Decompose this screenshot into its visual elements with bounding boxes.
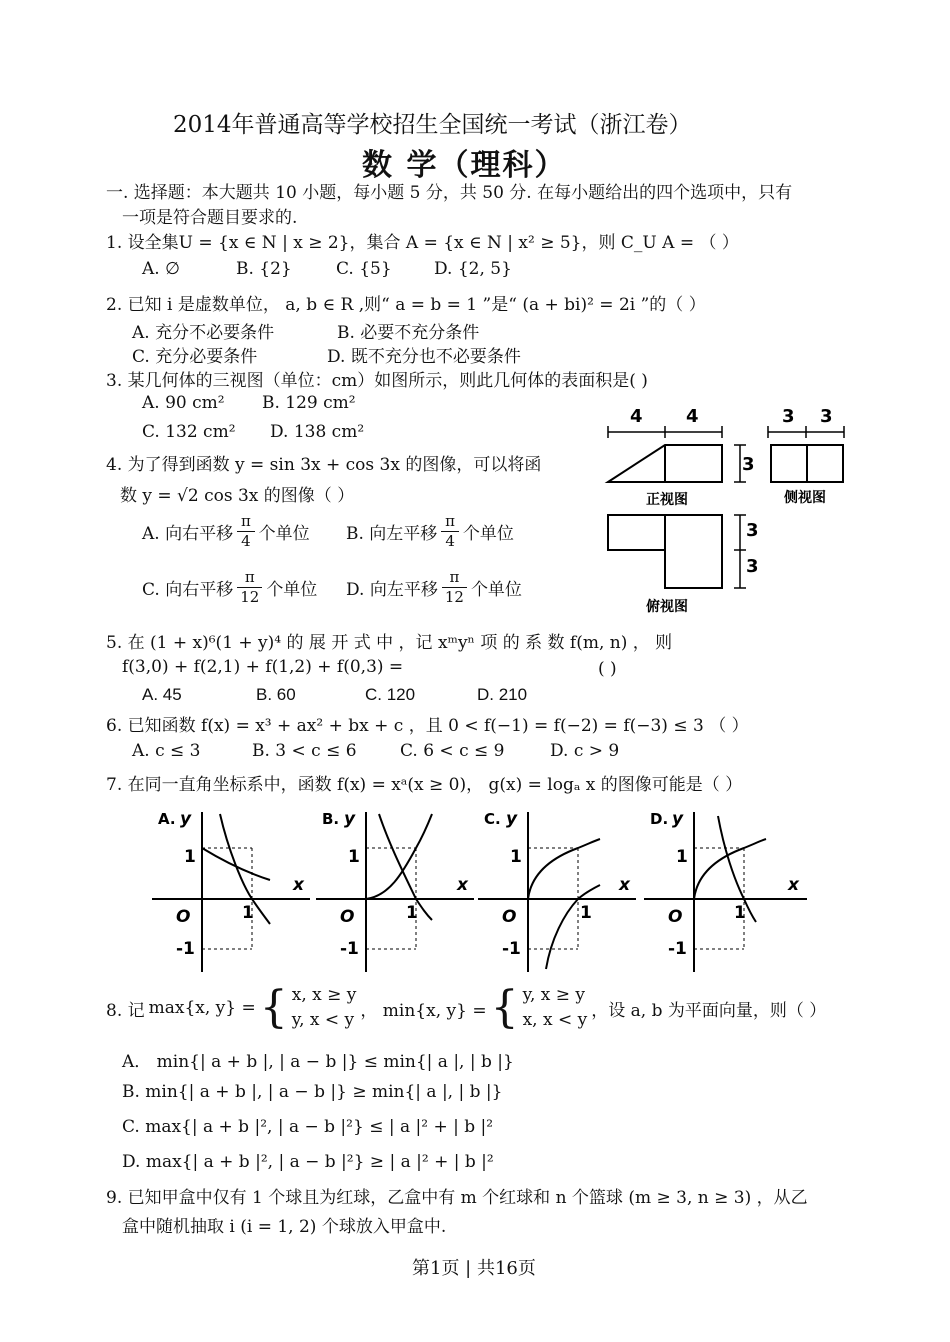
q7-graph-b [314,804,479,976]
q4-option-a-prefix: A. 向右平移 [142,524,234,544]
q5-option-c: C. 120 [365,685,416,704]
q4-option-c-den: 12 [237,587,262,607]
q2-stem: 2. 已知 i 是虚数单位， a, b ∈ R ,则“ a = b = 1 ”是“ (a + bi)² = 2i ”的（ ） [106,295,706,315]
dim-side-right: 3 [820,406,833,427]
q1-option-b: B. {2} [236,259,292,279]
q4-option-a-suffix: 个单位 [258,524,310,544]
q8-min-case1: y, x ≥ y [522,985,585,1005]
dim-side-left: 3 [782,406,795,427]
q8-option-a: A． min{| a + b |, | a − b |} ≤ min{| a |, | b |} [122,1052,514,1072]
page-footer: 第1页 | 共16页 [412,1258,536,1279]
q5-stem-line2: f(3,0) + f(2,1) + f(1,2) + f(0,3) = [122,657,404,677]
graph-a-neg-one: -1 [176,939,195,959]
q2-option-c: C. 充分必要条件 [132,347,258,367]
section-intro-line1: 一. 选择题：本大题共 10 小题，每小题 5 分，共 50 分. 在每小题给出的四个选项中，只有 [106,183,793,203]
graph-b-x-label: x [457,875,468,895]
q4-option-c-frac [237,568,262,607]
q9-stem-line2: 盒中随机抽取 i (i = 1, 2) 个球放入甲盒中. [122,1217,447,1237]
graph-a-origin: O [176,907,191,927]
q6-option-b: B. 3 < c ≤ 6 [252,741,357,761]
graph-d-x-label: x [788,875,799,895]
q8-suffix: ，设 a, b 为平面向量，则（ ） [591,1000,827,1021]
q8-min-cases [523,983,588,1033]
q3-stem: 3. 某几何体的三视图（单位：cm）如图所示，则此几何体的表面积是( ) [106,371,648,391]
q1-stem: 1. 设全集U = {x ∈ N | x ≥ 2}，集合 A = {x ∈ N | x² ≥ 5}，则 C_U A = （ ） [106,233,739,253]
q3-option-d: D. 138 cm² [270,422,365,442]
q4-stem-line1: 4. 为了得到函数 y = sin 3x + cos 3x 的图像，可以将函 [106,455,542,475]
q4-option-c-num: π [244,568,255,586]
q1-option-d: D. {2, 5} [434,259,512,279]
q2-option-a: A. 充分不必要条件 [132,323,275,343]
q4-option-c [142,568,317,607]
graph-d-origin: O [668,907,683,927]
q7-graph-a [150,804,315,976]
q8-option-d: D. max{| a + b |², | a − b |²} ≥ | a |² + | b |² [122,1152,494,1172]
dim-front-height: 3 [742,454,755,475]
graph-d-y-label: y [672,809,684,829]
q2-option-d: D. 既不充分也不必要条件 [327,347,521,367]
front-view-label: 正视图 [646,492,688,508]
graph-c-x-label: x [619,875,630,895]
q4-option-b-suffix: 个单位 [462,524,514,544]
top-view-label: 俯视图 [646,599,688,615]
q4-option-d-prefix: D. 向左平移 [346,580,438,600]
graph-a-one-y: 1 [184,847,196,867]
graph-c-y-label: y [506,809,518,829]
dim-top-upper: 3 [746,520,759,541]
q4-option-a-frac [237,512,255,551]
q4-option-d-frac [442,568,467,607]
q4-option-a-den: 4 [237,531,255,551]
graph-a-y-label: y [180,809,192,829]
graph-a-one-x: 1 [242,903,254,923]
dim-front-right: 4 [686,406,699,427]
q8-min-case2: x, x < y [522,1010,588,1030]
q7-graph-c [476,804,641,976]
q4-option-c-prefix: C. 向右平移 [142,580,234,600]
q5-option-b: B. 60 [256,685,296,704]
q1-option-a: A. ∅ [142,259,180,279]
q2-option-b: B. 必要不充分条件 [337,323,480,343]
graph-b-one-y: 1 [348,847,360,867]
q7-stem: 7. 在同一直角坐标系中，函数 f(x) = xᵃ(x ≥ 0)， g(x) = logₐ x 的图像可能是（ ） [106,775,743,795]
q4-option-b-num: π [445,512,456,530]
q4-option-c-suffix: 个单位 [266,580,318,600]
graph-a-x-label: x [293,875,304,895]
graph-d-one-x: 1 [734,903,746,923]
q9-stem-line1: 9. 已知甲盒中仅有 1 个球且为红球，乙盒中有 m 个红球和 n 个篮球 (m ≥ 3, n ≥ 3) ，从乙 [106,1188,808,1208]
q8-min-brace: { [490,982,519,1033]
dim-top-lower: 3 [746,556,759,577]
page-title: 2014年普通高等学校招生全国统一考试（浙江卷） [173,112,692,138]
q5-answer-bracket: ( ) [598,659,617,679]
q8-prefix: 8. 记 [106,1000,145,1021]
q4-option-b-prefix: B. 向左平移 [346,524,438,544]
q3-option-a: A. 90 cm² [142,393,225,413]
page-subtitle: 数 学（理科） [362,148,567,183]
graph-b-neg-one: -1 [340,939,359,959]
q4-option-d [346,568,522,607]
q4-option-b-frac [441,512,459,551]
section-intro-line2: 一项是符合题目要求的. [122,208,298,228]
q8-option-b: B. min{| a + b |, | a − b |} ≥ min{| a |, | b |} [122,1082,503,1102]
graph-c-label: C. [484,810,501,828]
q4-option-b-den: 4 [441,531,459,551]
graph-b-label: B. [322,810,340,828]
graph-c-neg-one: -1 [502,939,521,959]
q8-max-case2: y, x < y [291,1010,355,1030]
q8-stem [106,980,826,1036]
three-view-figure [600,400,850,620]
graph-b-y-label: y [344,809,356,829]
q4-option-d-num: π [449,568,460,586]
q4-option-d-den: 12 [442,587,467,607]
q3-option-b: B. 129 cm² [262,393,356,413]
graph-b-one-x: 1 [406,903,418,923]
q5-option-d: D. 210 [477,685,528,704]
q1-option-c: C. {5} [336,259,392,279]
q4-option-b [346,512,514,551]
q7-graph-d [642,804,812,976]
q4-option-a [142,512,310,551]
graph-c-one-x: 1 [580,903,592,923]
graph-a-label: A. [158,810,176,828]
graph-d-label: D. [650,810,669,828]
graph-d-neg-one: -1 [668,939,687,959]
q8-max-def: max{x, y} = [148,998,256,1018]
q5-option-a: A. 45 [142,685,182,704]
q4-option-a-num: π [240,512,251,530]
q8-max-cases [292,983,357,1033]
q4-option-d-suffix: 个单位 [470,580,522,600]
q6-option-d: D. c > 9 [550,741,620,761]
graph-b-origin: O [340,907,355,927]
q8-option-c: C. max{| a + b |², | a − b |²} ≤ | a |² + | b |² [122,1117,494,1137]
dim-front-left: 4 [630,406,643,427]
q6-option-a: A. c ≤ 3 [132,741,201,761]
q6-option-c: C. 6 < c ≤ 9 [400,741,505,761]
q4-stem-line2: 数 y = √2 cos 3x 的图像（ ） [120,486,355,506]
side-view-label: 侧视图 [784,490,826,506]
graph-c-one-y: 1 [510,847,522,867]
q3-option-c: C. 132 cm² [142,422,236,442]
q5-stem-line1: 5. 在 (1 + x)⁶(1 + y)⁴ 的 展 开 式 中 ，记 xᵐyⁿ 项 的 系 数 f(m, n) ， 则 [106,633,673,653]
q8-max-brace: { [259,982,288,1033]
q8-max-case1: x, x ≥ y [291,985,357,1005]
graph-c-origin: O [502,907,517,927]
q6-stem: 6. 已知函数 f(x) = x³ + ax² + bx + c ，且 0 < f(−1) = f(−2) = f(−3) ≤ 3 （ ） [106,716,749,736]
graph-d-one-y: 1 [676,847,688,867]
q8-min-def: ， min{x, y} = [360,1000,487,1021]
